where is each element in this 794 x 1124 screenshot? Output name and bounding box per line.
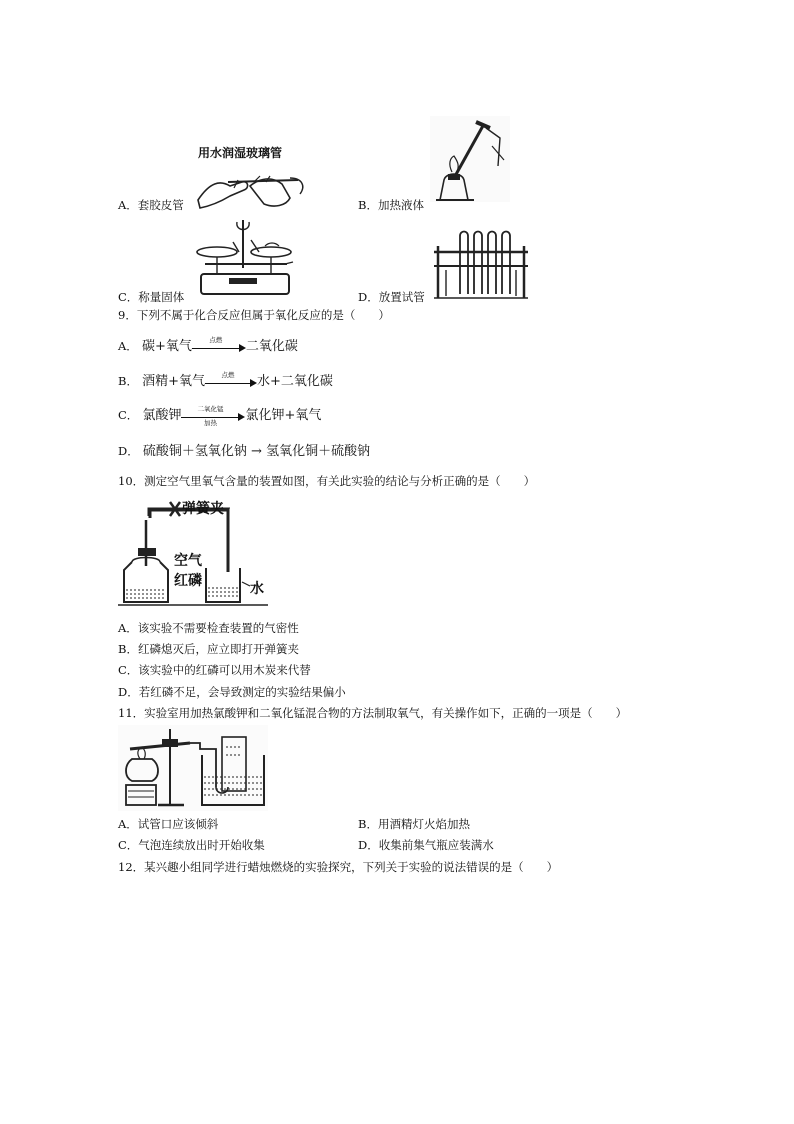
- option-label: C．: [118, 408, 139, 422]
- question-9-stem: 9．下列不属于化合反应但属于氧化反应的是（ ）: [118, 308, 390, 322]
- option-10d: D．若红磷不足，会导致测定的实验结果偏小: [118, 685, 346, 699]
- option-9d: [118, 443, 370, 460]
- condition: 点燃: [221, 370, 235, 379]
- option-10c: C．该实验中的红磷可以用木炭来代替: [118, 663, 311, 677]
- catalyst-condition: 二氧化锰: [197, 404, 224, 413]
- figure-balance-scale: [195, 216, 295, 300]
- figure-caption: 用水润湿玻璃管: [198, 146, 283, 160]
- reaction-arrow: [192, 335, 246, 355]
- option-11b: B．用酒精灯火焰加热: [358, 817, 470, 831]
- label-red-phosphorus: 红磷: [174, 573, 202, 589]
- question-10-stem: 10．测定空气里氧气含量的装置如图，有关此实验的结论与分析正确的是（ ）: [118, 474, 536, 488]
- reaction-arrow: [205, 370, 257, 390]
- reactants: 硫酸铜＋氢氧化钠: [142, 444, 247, 459]
- option-11d: D．收集前集气瓶应装满水: [358, 838, 494, 852]
- label-spring-clip: 弹簧夹: [182, 501, 224, 517]
- option-11c: C．气泡连续放出时开始收集: [118, 838, 265, 852]
- reactants: 酒精+氧气: [142, 374, 205, 389]
- condition: 点燃: [209, 335, 223, 344]
- option-8b: B．加热液体: [358, 198, 424, 212]
- heat-condition: 加热: [203, 418, 217, 427]
- option-8a: A．套胶皮管: [118, 198, 184, 212]
- option-8d: D．放置试管: [358, 290, 425, 304]
- label-air: 空气: [174, 553, 202, 569]
- reactants: 氯酸钾: [142, 408, 182, 423]
- option-label: B．: [118, 374, 138, 388]
- option-11a: A．试管口应该倾斜: [118, 817, 219, 831]
- option-label: A．: [118, 339, 138, 353]
- reactants: 碳+氧气: [141, 339, 192, 354]
- figure-glass-tube-rubber: [190, 142, 310, 212]
- products: 水+二氧化碳: [257, 374, 333, 389]
- figure-oxygen-content-apparatus: [118, 494, 268, 610]
- option-10a: A．该实验不需要检查装置的气密性: [118, 621, 299, 635]
- reaction-arrow: [181, 404, 245, 427]
- products: 氯化钾+氧气: [245, 408, 322, 423]
- products: 二氧化碳: [245, 339, 298, 354]
- option-9c: [118, 404, 322, 427]
- figure-test-tube-rack: [432, 226, 530, 300]
- option-8c: C．称量固体: [118, 290, 185, 304]
- option-9a: [118, 335, 298, 355]
- question-11-stem: 11．实验室用加热氯酸钾和二氧化锰混合物的方法制取氧气，有关操作如下，正确的一项是（ ）: [118, 706, 628, 720]
- option-label: D．: [118, 444, 139, 458]
- option-9b: [118, 370, 333, 390]
- label-water: 水: [250, 581, 264, 597]
- question-12-stem: 12．某兴趣小组同学进行蜡烛燃烧的实验探究，下列关于实验的说法错误的是（ ）: [118, 860, 559, 874]
- figure-heating-liquid: [430, 116, 510, 202]
- option-10b: B．红磷熄灭后，应立即打开弹簧夹: [118, 642, 299, 656]
- figure-oxygen-preparation-apparatus: [118, 725, 268, 811]
- products: 氢氧化铜＋硫酸钠: [266, 444, 371, 459]
- reaction-arrow: →: [251, 444, 262, 459]
